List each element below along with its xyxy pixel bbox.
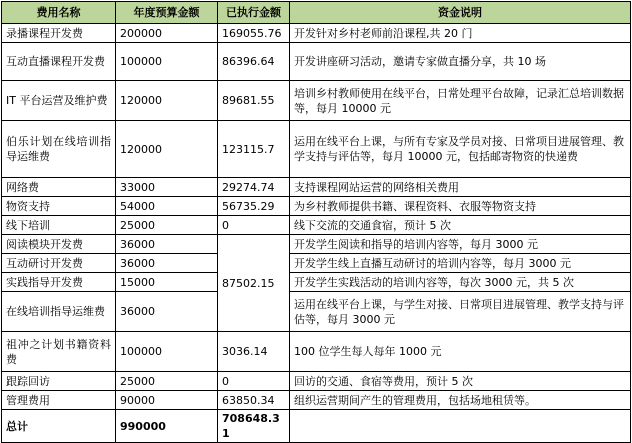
row-description: 运用在线平台上课，与所有专家及学员对接、日常项目进展管理、教学支持与评估等，每月 10000 元，包括邮寄物资的快递费 xyxy=(290,121,631,178)
row-executed: 29274.74 xyxy=(218,178,290,197)
row-description: 支持课程网站运营的网络相关费用 xyxy=(290,178,631,197)
table-row xyxy=(2,235,631,254)
row-name: 录播课程开发费 xyxy=(2,24,116,43)
row-executed: 56735.29 xyxy=(218,197,290,216)
total-label: 总计 xyxy=(2,410,116,443)
row-budget: 25000 xyxy=(116,372,218,391)
row-description: 开发学生实践活动的培训内容等，每次 3000 元，共 5 次 xyxy=(290,273,631,292)
row-name: 互动直播课程开发费 xyxy=(2,43,116,81)
row-budget: 36000 xyxy=(116,254,218,273)
row-budget: 36000 xyxy=(116,235,218,254)
row-description: 开发学生线上直播互动研讨的培训内容等，每月 3000 元 xyxy=(290,254,631,273)
row-name: 在线培训指导运维费 xyxy=(2,292,116,332)
row-name: 跟踪回访 xyxy=(2,372,116,391)
table-row xyxy=(2,121,631,178)
table-row xyxy=(2,254,631,273)
row-budget: 200000 xyxy=(116,24,218,43)
header-description: 资金说明 xyxy=(290,2,631,24)
row-executed: 63850.34 xyxy=(218,391,290,410)
table-row xyxy=(2,332,631,372)
row-description: 开发讲座研习活动，邀请专家做直播分享，共 10 场 xyxy=(290,43,631,81)
table-row xyxy=(2,391,631,410)
table-row xyxy=(2,81,631,121)
row-budget: 36000 xyxy=(116,292,218,332)
total-executed: 708648.31 xyxy=(218,410,290,443)
table-row xyxy=(2,24,631,43)
row-description: 100 位学生每人每年 1000 元 xyxy=(290,332,631,372)
row-name: 网络费 xyxy=(2,178,116,197)
row-name: 物资支持 xyxy=(2,197,116,216)
table-row xyxy=(2,372,631,391)
row-name: 管理费用 xyxy=(2,391,116,410)
header-budget: 年度预算金额 xyxy=(116,2,218,24)
row-description: 回访的交通、食宿等费用，预计 5 次 xyxy=(290,372,631,391)
total-row xyxy=(2,410,631,443)
row-executed: 0 xyxy=(218,372,290,391)
row-budget: 33000 xyxy=(116,178,218,197)
row-executed: 3036.14 xyxy=(218,332,290,372)
row-name: 祖冲之计划书籍资料费 xyxy=(2,332,116,372)
row-name: 阅读模块开发费 xyxy=(2,235,116,254)
table-row xyxy=(2,43,631,81)
row-name: 伯乐计划在线培训指导运维费 xyxy=(2,121,116,178)
row-budget: 15000 xyxy=(116,273,218,292)
row-description: 线下交流的交通食宿，预计 5 次 xyxy=(290,216,631,235)
row-name: 实践指导开发费 xyxy=(2,273,116,292)
total-description xyxy=(290,410,631,443)
row-name: IT 平台运营及维护费 xyxy=(2,81,116,121)
row-budget: 120000 xyxy=(116,81,218,121)
row-budget: 100000 xyxy=(116,43,218,81)
row-name: 互动研讨开发费 xyxy=(2,254,116,273)
budget-table xyxy=(1,1,631,443)
header-row xyxy=(2,2,631,24)
row-description: 运用在线平台上课，与学生对接、日常项目进展管理、教学支持与评估等，每月 3000 元 xyxy=(290,292,631,332)
row-executed: 0 xyxy=(218,216,290,235)
merged-executed-cell: 87502.15 xyxy=(218,235,290,332)
row-description: 为乡村教师提供书籍、课程资料、衣服等物资支持 xyxy=(290,197,631,216)
row-executed: 86396.64 xyxy=(218,43,290,81)
table-row xyxy=(2,197,631,216)
row-executed: 169055.76 xyxy=(218,24,290,43)
table-row xyxy=(2,273,631,292)
table-row xyxy=(2,216,631,235)
row-name: 线下培训 xyxy=(2,216,116,235)
row-budget: 100000 xyxy=(116,332,218,372)
table-row xyxy=(2,292,631,332)
table-row xyxy=(2,178,631,197)
row-description: 开发学生阅读和指导的培训内容等，每月 3000 元 xyxy=(290,235,631,254)
row-executed: 123115.7 xyxy=(218,121,290,178)
row-budget: 25000 xyxy=(116,216,218,235)
row-description: 开发针对乡村老师前沿课程,共 20 门 xyxy=(290,24,631,43)
row-budget: 54000 xyxy=(116,197,218,216)
total-budget: 990000 xyxy=(116,410,218,443)
row-executed: 89681.55 xyxy=(218,81,290,121)
row-description: 培训乡村教师使用在线平台，日常处理平台故障，记录汇总培训数据等，每月 10000 元 xyxy=(290,81,631,121)
row-budget: 120000 xyxy=(116,121,218,178)
row-budget: 90000 xyxy=(116,391,218,410)
row-description: 组织运营期间产生的管理费用，包括场地租赁等。 xyxy=(290,391,631,410)
header-name: 费用名称 xyxy=(2,2,116,24)
header-executed: 已执行金额 xyxy=(218,2,290,24)
